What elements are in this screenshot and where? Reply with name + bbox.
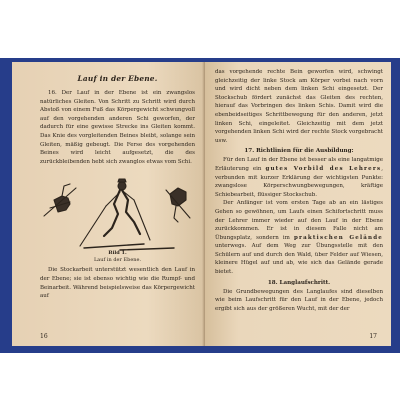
skier-drawing: [40, 168, 200, 254]
paragraph-16: 16. Der Lauf in der Ebene ist ein zwangslos natürliches Gleiten. Von Schritt zu Schritt wird durch Abstoß von einem Fuß das Körpergewicht schwungvoll auf den vorgehenden anderen Schi geworfen, der dadurch für eine gewisse Strecke ins Gleiten kommt. Das Knie des vorgleitenden Beines bleibt, solange sein Gleiten, mäßig gebeugt. Die Ferse des vorgehenden Beines wird leicht aufgesetzt, die des zurückbleibenden hebt sich zwanglos etwas vom Schi.: [40, 90, 195, 165]
hand-detail-right-icon: [166, 188, 190, 222]
section-heading: Lauf in der Ebene.: [77, 74, 158, 83]
caption-number: Bild 1.: [108, 250, 127, 257]
paragraph-continued: das vorgehende rechte Bein geworfen wird, schwingt gleichzeitig der linke Stock am Körper vorbei nach vorn und wird dicht neben dem linken Schi eingesetzt. Der Stockschub fördert zunächst das Gleiten des rechten, hierauf das Vorbringen des linken Schis. Damit wird die ebenbeidseitiges Schrittbewegung für den anderen, jetzt linken Schi, eingeleitet. Gleichzeitig mit dem jetzt vorgehenden linken Schi wird der rechte Stock vorgebracht usw.: [215, 69, 383, 144]
paragraph-anfaenger-b: unterwegs. Auf dem Weg zur Übungsstelle mit den Schülern auf und durch den Wald, über Felder auf Wiesen, kleinere Hügel auf und ab, wie sich das Gelände gerade bietet.: [215, 243, 383, 276]
caption-text: Lauf in der Ebene.: [93, 256, 142, 263]
paragraph-17-a: Für den Lauf in der Ebene ist besser als eine langatmige Erläuterung ein: [215, 157, 383, 172]
paragraph-17-emphasis: gutes Vorbild des Lehrers: [265, 165, 382, 172]
skier-illustration: [40, 168, 195, 254]
paragraph-anfaenger-a: Der Anfänger ist vom ersten Tage ab an ein lästiges Gehen so gewöhnen, um Laufs einen Schifortschritt muss der Lehrer immer wieder auf den Lauf in der Ebene zurückkommen. Er ist in diesem Falle nicht am Übungsplatz, sondern im: [215, 200, 383, 241]
hand-detail-left-icon: [44, 184, 76, 216]
paragraph-stockarbeit: Die Stockarbeit unterstützt wesentlich den Lauf in der Ebene; sie ist ebenso wichtig wie die Rumpf- und Beinarbeit. Während beispielsweise das Körpergewicht auf: [40, 267, 195, 300]
book-cover: [0, 58, 400, 353]
paragraph-anfaenger-emphasis: praktischen Gelände: [294, 234, 384, 241]
page-number-right: 17: [369, 333, 377, 340]
skier-figure-icon: [80, 179, 174, 250]
subheading-18: 18. Langlaufschritt.: [267, 279, 331, 286]
paragraph-18: Die Grundbewegungen des Langlaufes sind dieselben wie beim Laufschritt für den Lauf in der Ebene, jedoch ergibt sich aus der größeren Wucht, mit der der: [215, 288, 383, 312]
left-page: [12, 62, 205, 346]
paragraph-anfaenger: [215, 199, 383, 276]
subheading-17: 17. Richtlinien für die Ausbildung:: [244, 148, 354, 155]
paragraph-17-b: , verbunden mit kurzer Erklärung der wichtigsten Punkte: zwangslose Körperschwungbewegungen, kräftige Schiebearbeit, flüssiger Stockschub.: [215, 165, 383, 198]
paragraph-17: [215, 156, 383, 199]
right-page: [205, 62, 391, 346]
page-number-left: 16: [40, 333, 48, 340]
